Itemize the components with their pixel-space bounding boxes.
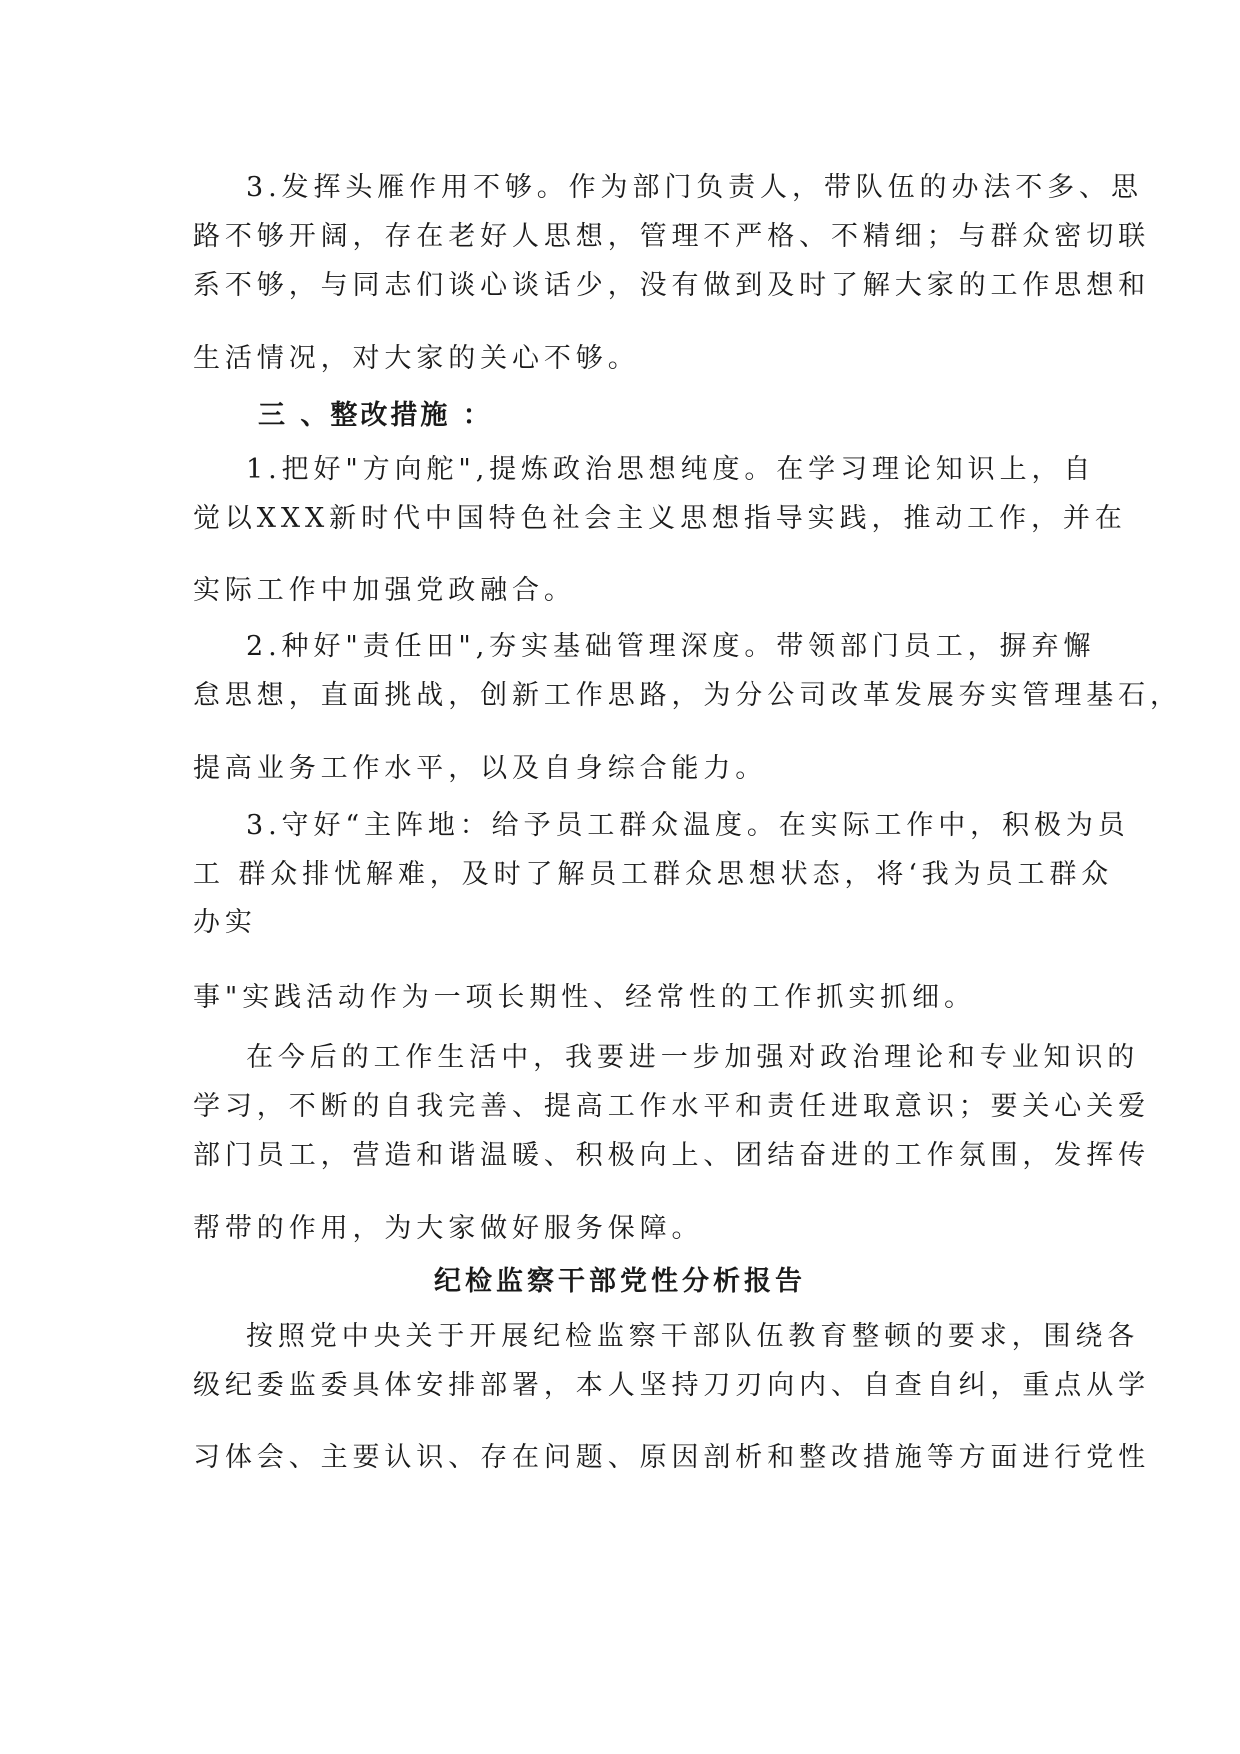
paragraph-line: 怠思想，直面挑战，创新工作思路，为分公司改革发展夯实管理基石， [193,680,1182,711]
section-heading: 三 、整改措施 ： [258,400,493,431]
paragraph-line: 觉以XXX新时代中国特色社会主义思想指导实践，推动工作，并在 [193,503,1127,534]
paragraph-line: 实际工作中加强党政融合。 [193,575,576,606]
paragraph-line: 提高业务工作水平，以及自身综合能力。 [193,753,768,784]
paragraph-line: 事"实践活动作为一项长期性、经常性的工作抓实抓细。 [193,982,976,1013]
paragraph-line: 在今后的工作生活中，我要进一步加强对政治理论和专业知识的 [246,1042,1140,1073]
paragraph-line: 系不够，与同志们谈心谈话少，没有做到及时了解大家的工作思想和 [193,270,1150,301]
paragraph-line: 部门员工，营造和谐温暖、积极向上、团结奋进的工作氛围，发挥传 [193,1140,1150,1171]
paragraph-line: 生活情况，对大家的关心不够。 [193,343,640,374]
paragraph-line: 按照党中央关于开展纪检监察干部队伍教育整顿的要求，围绕各 [246,1321,1140,1352]
paragraph-line: 办实 [193,907,257,938]
paragraph-line: 路不够开阔，存在老好人思想，管理不严格、不精细；与群众密切联 [193,221,1150,252]
report-title: 纪检监察干部党性分析报告 [434,1266,806,1297]
paragraph-line: 工 群众排忧解难，及时了解员工群众思想状态，将‘我为员工群众 [193,859,1114,890]
paragraph-line: 3.守好“主阵地：给予员工群众温度。在实际工作中，积极为员 [246,810,1130,841]
paragraph-line: 帮带的作用，为大家做好服务保障。 [193,1213,704,1244]
paragraph-line: 学习，不断的自我完善、提高工作水平和责任进取意识；要关心关爱 [193,1091,1150,1122]
paragraph-line: 级纪委监委具体安排部署，本人坚持刀刃向内、自查自纠，重点从学 [193,1370,1150,1401]
paragraph-line: 2.种好"责任田",夯实基础管理深度。带领部门员工，摒弃懈 [246,631,1096,662]
paragraph-line: 3.发挥头雁作用不够。作为部门负责人，带队伍的办法不多、思 [246,172,1143,203]
paragraph-line: 习体会、主要认识、存在问题、原因剖析和整改措施等方面进行党性 [193,1442,1150,1473]
paragraph-line: 1.把好"方向舵",提炼政治思想纯度。在学习理论知识上，自 [246,454,1096,485]
